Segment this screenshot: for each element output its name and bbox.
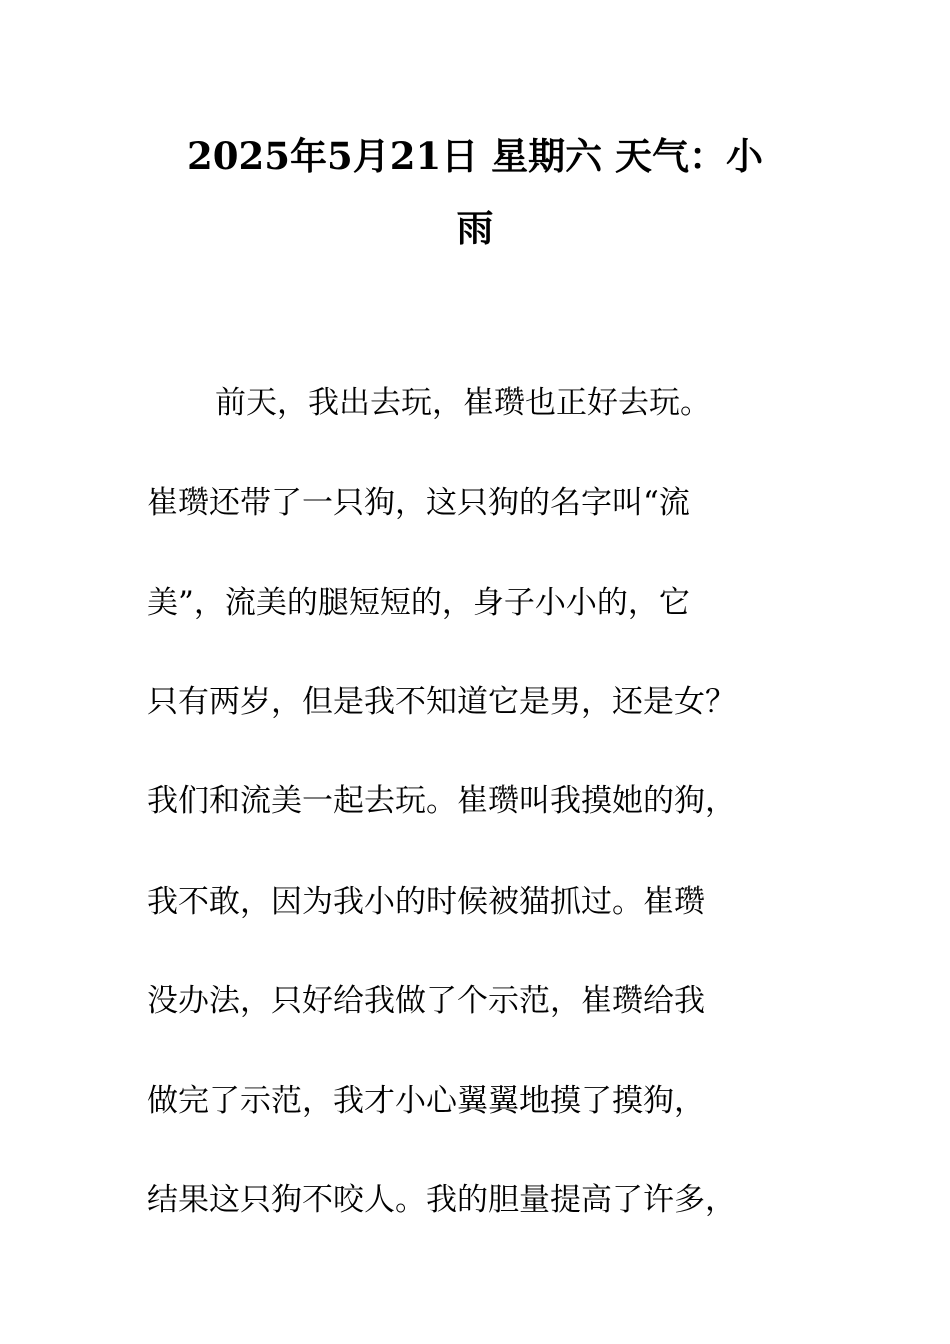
body-text-line-7: 没办法，只好给我做了个示范，崔瓒给我 [147, 983, 705, 1019]
body-text-line-6: 我不敢，因为我小的时候被猫抓过。崔瓒 [147, 884, 705, 920]
body-text-line-1: 前天，我出去玩，崔瓒也正好去玩。 [215, 385, 711, 421]
diary-title-line-1: 2025年5月21日 星期六 天气：小 [187, 134, 763, 178]
body-text-line-5: 我们和流美一起去玩。崔瓒叫我摸她的狗， [147, 783, 736, 819]
diary-title-line-2: 雨 [456, 206, 494, 250]
body-text-line-4: 只有两岁，但是我不知道它是男，还是女？ [147, 684, 736, 720]
body-text-line-8: 做完了示范，我才小心翼翼地摸了摸狗， [147, 1083, 705, 1119]
body-text-line-2: 崔瓒还带了一只狗，这只狗的名字叫“流 [147, 485, 690, 521]
body-text-line-9: 结果这只狗不咬人。我的胆量提高了许多， [147, 1182, 736, 1218]
body-text-line-3: 美”，流美的腿短短的，身子小小的，它 [147, 585, 690, 621]
